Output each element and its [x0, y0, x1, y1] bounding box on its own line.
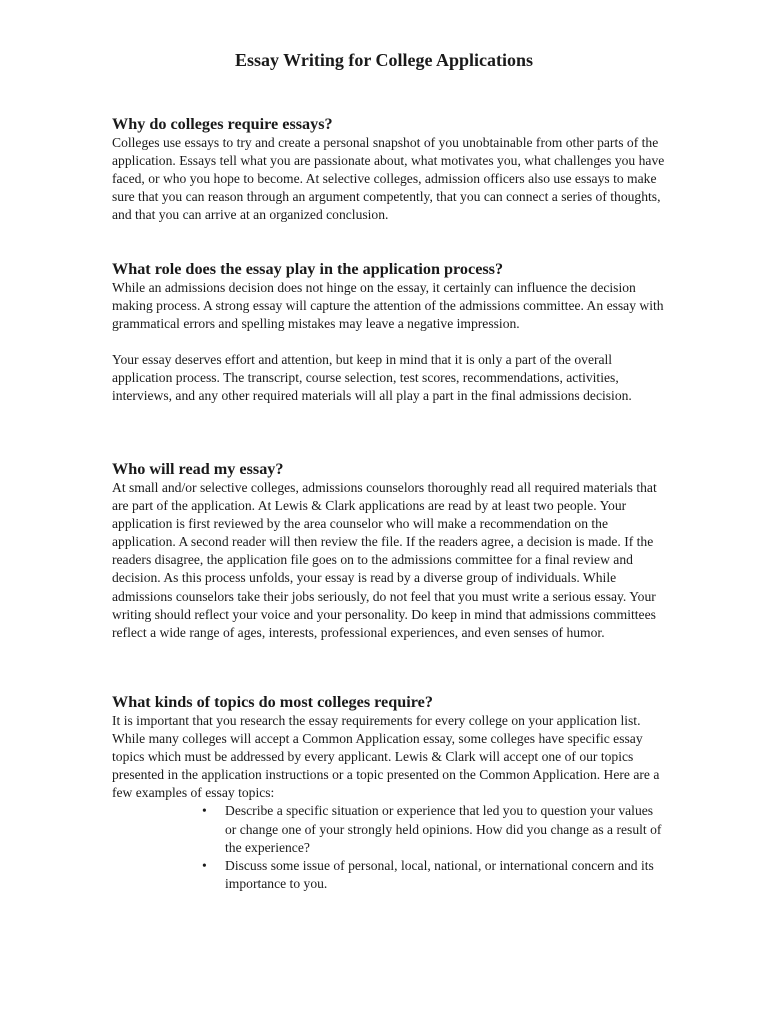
section-heading: What kinds of topics do most colleges require?: [112, 693, 433, 711]
section-who-reads: [112, 459, 672, 642]
list-item-text: Describe a specific situation or experience that led you to question your values or change one of your strongly held opinions. How did you change as a result of the experience?: [225, 803, 662, 855]
section-paragraph: Your essay deserves effort and attention, but keep in mind that it is only a part of the overall application process. The transcript, course selection, test scores, recommendations, activities, interviews, and any other required materials will all play a part in the final admissions decision.: [112, 352, 632, 404]
bullet-icon: •: [202, 857, 207, 873]
section-paragraph: While an admissions decision does not hinge on the essay, it certainly can influence the decision making process. A strong essay will capture the attention of the admissions committee. An essay with grammatical errors and spelling mistakes may leave a negative impression.: [112, 280, 664, 332]
section-paragraph: It is important that you research the essay requirements for every college on your application list. While many colleges will accept a Common Application essay, some colleges have specific essay topics which must be addressed by every applicant. Lewis & Clark will accept one of our topics presented in the application instructions or a topic presented on the Common Application. Here are a few examples of essay topics:: [112, 713, 660, 801]
section-essay-role: [112, 259, 672, 406]
section-heading: What role does the essay play in the application process?: [112, 260, 504, 278]
list-item: [202, 857, 665, 893]
section-why-essays: [112, 114, 672, 224]
document-title: Essay Writing for College Applications: [234, 50, 534, 70]
bullet-icon: •: [202, 803, 207, 819]
section-paragraph: At small and/or selective colleges, admissions counselors thoroughly read all required materials that are part of the application. At Lewis & Clark applications are read by at least two people. Your application is first reviewed by the area counselor who will make a recommendation on the application. A second reader will then review the file. If the readers agree, a decision is made. If the readers disagree, the application file goes on to the admissions committee for a final review and decision. As this process unfolds, your essay is read by a diverse group of individuals. While admissions counselors take their jobs seriously, do not feel that you must write a serious essay. Your writing should reflect your voice and your personality. Do keep in mind that admissions committees reflect a wide range of ages, interests, professional experiences, and even senses of humor.: [112, 480, 657, 640]
topic-list: [112, 802, 672, 892]
section-essay-topics: [112, 692, 672, 893]
list-item: [202, 802, 665, 856]
list-item-text: Discuss some issue of personal, local, national, or international concern and its importance to you.: [225, 857, 654, 891]
section-heading: Who will read my essay?: [112, 460, 284, 478]
section-paragraph: Colleges use essays to try and create a personal snapshot of you unobtainable from other parts of the application. Essays tell what you are passionate about, what motivates you, what challenges you have faced, or who you hope to become. At selective colleges, admission officers also use essays to make sure that you can reason through an argument competently, that you can connect a series of thoughts, and that you can arrive at an organized conclusion.: [112, 135, 665, 223]
section-heading: Why do colleges require essays?: [112, 115, 333, 133]
